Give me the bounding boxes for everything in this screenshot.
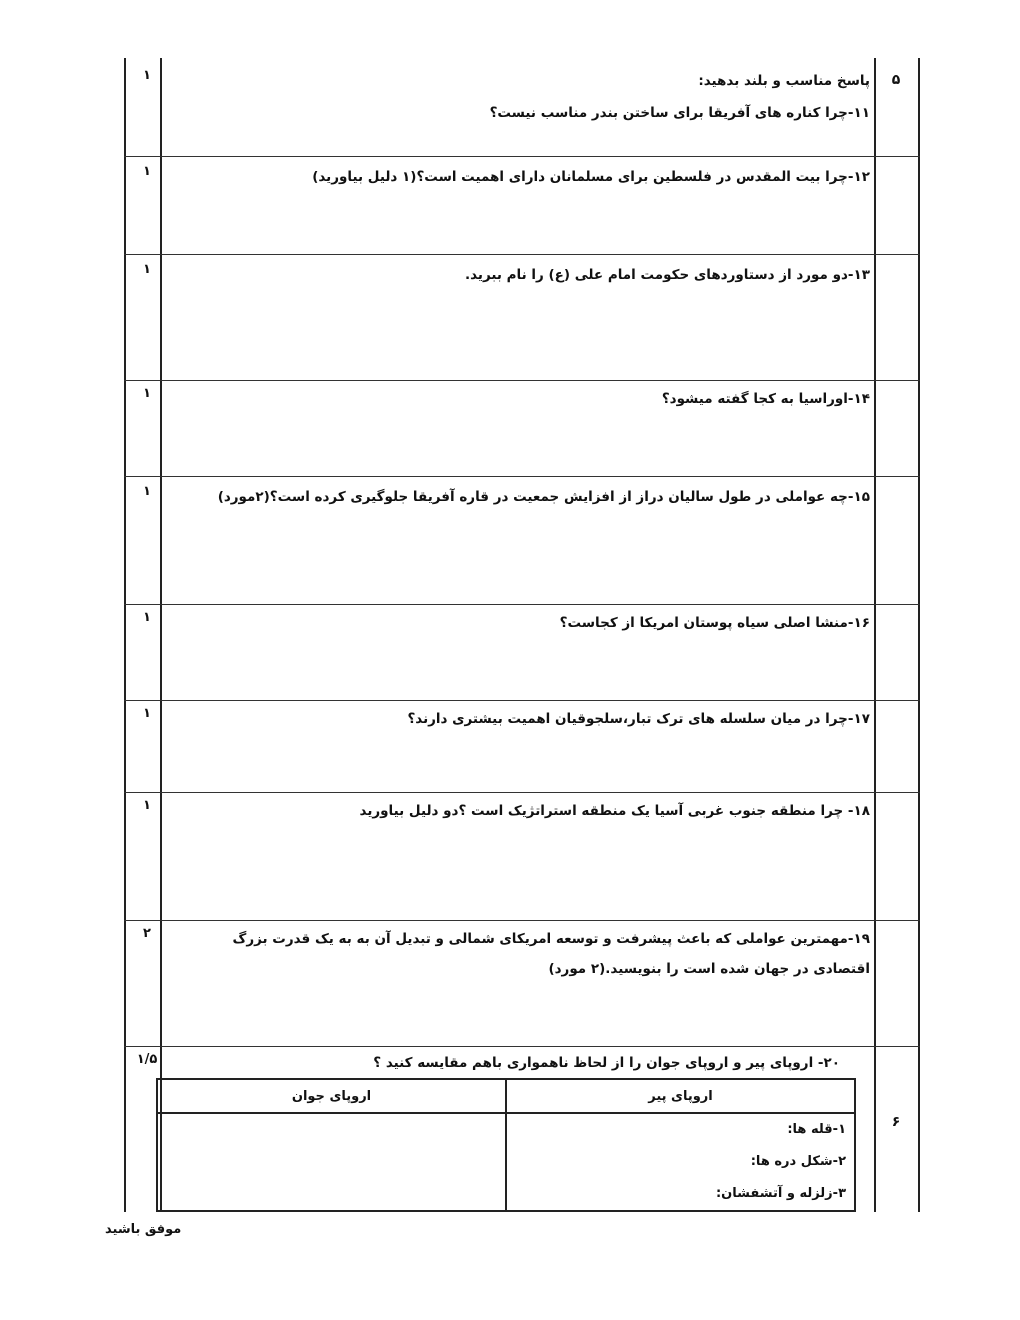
section-number: ۵ — [891, 72, 901, 88]
question-score: ۱ — [143, 610, 151, 625]
section-number: ۶ — [891, 1114, 901, 1130]
table-header-young-europe: اروپای جوان — [157, 1079, 506, 1113]
question-text: ۱۵-چه عواملی در طول سالیان دراز از افزایش جمعیت در قاره آفریقا جلوگیری کرده است؟(۲مورد) — [217, 489, 870, 505]
row-divider — [124, 604, 920, 605]
row-divider — [124, 1046, 920, 1047]
row-divider — [124, 700, 920, 701]
question-text: ۱۱-چرا کناره های آفریقا برای ساختن بندر مناسب نیست؟ — [489, 105, 870, 121]
footer-message: موفق باشید — [105, 1222, 182, 1237]
question-score: ۱ — [143, 164, 151, 179]
table-row-label: ۱-قله ها: — [787, 1122, 846, 1137]
question-text: ۱۴-اوراسیا به کجا گفته میشود؟ — [661, 391, 870, 407]
row-divider — [124, 254, 920, 255]
row-divider — [124, 156, 920, 157]
comparison-table — [156, 1078, 856, 1212]
border-right — [918, 58, 920, 1212]
exam-sheet — [124, 58, 920, 1212]
question-score: ۱ — [143, 262, 151, 277]
question-text: ۱۹-مهمترین عواملی که باعث پیشرفت و توسعه امریکای شمالی و تبدیل آن به به یک قدرت بزرگ اقتصادی در جهان شده است را بنویسید.(۲ مورد) — [232, 931, 870, 977]
row-divider — [124, 380, 920, 381]
question-score: ۱ — [143, 798, 151, 813]
table-row-label: ۳-زلزله و آتشفشان: — [715, 1186, 846, 1201]
old-europe-cell — [506, 1113, 855, 1211]
question-text: ۱۶-منشا اصلی سیاه پوستان امریکا از کجاست؟ — [559, 615, 870, 631]
question-text: ۱۲-چرا بیت المقدس در فلسطین برای مسلمانان دارای اهمیت است؟(۱ دلیل بیاورید) — [312, 169, 870, 185]
question-score: ۱ — [143, 68, 151, 83]
young-europe-cell — [157, 1113, 506, 1211]
question-score: ۱ — [143, 706, 151, 721]
border-left — [124, 58, 126, 1212]
question-score: ۱/۵ — [136, 1052, 158, 1067]
section-instruction: پاسخ مناسب و بلند بدهید: — [698, 73, 870, 89]
table-header-old-europe: اروپای پیر — [506, 1079, 855, 1113]
question-score: ۲ — [143, 926, 151, 941]
table-row-label: ۲-شکل دره ها: — [750, 1154, 846, 1169]
row-divider — [124, 792, 920, 793]
question-score: ۱ — [143, 386, 151, 401]
section-column-rule — [874, 58, 876, 1212]
question-score: ۱ — [143, 484, 151, 499]
question-text: ۱۷-چرا در میان سلسله های ترک تبار،سلجوقیان اهمیت بیشتری دارند؟ — [407, 711, 870, 727]
question-text: ۱۸- چرا منطقه جنوب غربی آسیا یک منطقه استراتژیک است ؟دو دلیل بیاورید — [359, 803, 870, 819]
row-divider — [124, 920, 920, 921]
row-divider — [124, 476, 920, 477]
score-column-rule — [160, 58, 162, 1212]
question-text: ۲۰- اروپای پیر و اروپای جوان را از لحاظ ناهمواری باهم مقایسه کنید ؟ — [373, 1055, 840, 1071]
question-text: ۱۳-دو مورد از دستاوردهای حکومت امام علی (ع) را نام ببرید. — [464, 267, 870, 283]
